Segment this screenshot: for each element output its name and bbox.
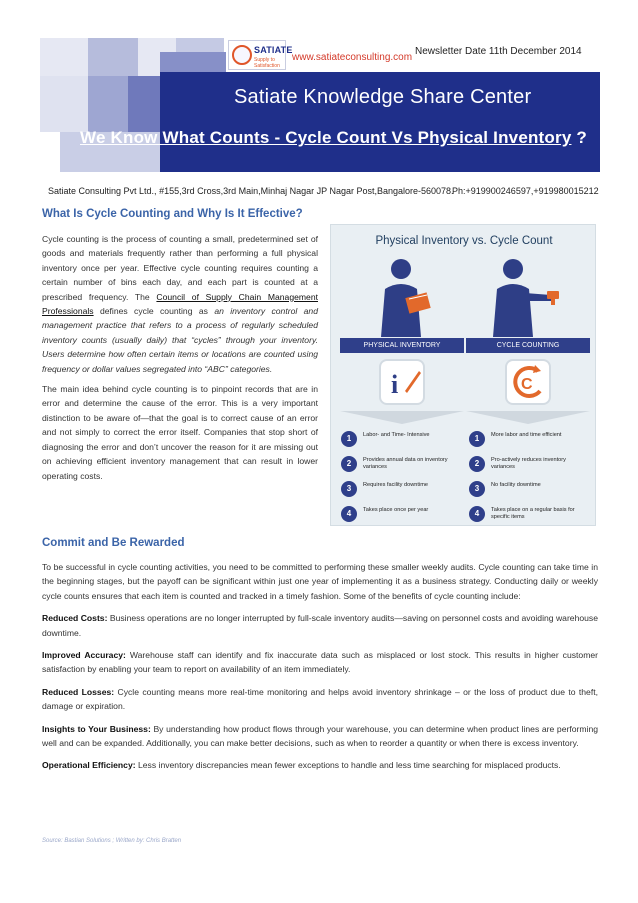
list-item: 1 More labor and time efficient xyxy=(469,430,593,452)
list-item: 4 Takes place once per year xyxy=(341,505,465,527)
company-phone: Ph:+919900246597,+919980015212 xyxy=(452,186,599,196)
section2-intro: To be successful in cycle counting activities, you need to be committed to performing these smaller weekly audits. Cycle counting can take time in the beginning stages, but the payoff can be significant within just one year of implementing it as a business strategy. Conducting daily or weekly cycle counts ensures that each item is counted and tracked in a timely fashion. Some of the benefits of cycle counting include: xyxy=(42,562,598,601)
benefit-insights: Insights to Your Business: By understanding how product flows through your warehouse, you can determine when product lines are performing well and can be expanded. Additionally, you can make better decisions, such as when to reorder a quantity or when there is excess inventory. xyxy=(42,723,599,749)
physical-inventory-list xyxy=(341,430,465,530)
list-item: 3 No facility downtime xyxy=(469,480,593,502)
person-reading-icon xyxy=(371,255,441,337)
cycle-counting-list xyxy=(469,430,593,530)
center-title: Satiate Knowledge Share Center xyxy=(234,86,532,108)
list-item: 3 Requires facility downtime xyxy=(341,480,465,502)
list-item: 2 Provides annual data on inventory variances xyxy=(341,455,465,477)
cycle-count-icon xyxy=(505,359,551,405)
section2-body xyxy=(42,560,598,781)
chevron-down-icon xyxy=(340,411,464,425)
list-item: 1 Labor- and Time- Intensive xyxy=(341,430,465,452)
section1-paragraph-2: The main idea behind cycle counting is to pinpoint records that are in error and determine the cause of the error. This is a very important distinction to be aware of—that the goal is to correct cause of an error and not simply to correct the error itself. Companies that stop short of diagnosing the error and don’t uncover the reason for it are missing out on achieving efficient inventory management that can result in lower operating costs. xyxy=(42,384,318,481)
newsletter-header xyxy=(0,0,638,215)
person-scanning-icon xyxy=(481,255,571,337)
benefit-improved-accuracy: Improved Accuracy: Warehouse staff can identify and fix inaccurate data such as misplaced or lost stock. This results in higher customer satisfaction by enabling your team to report on availability of an item immediately. xyxy=(42,650,598,675)
infographic-title: Physical Inventory vs. Cycle Count xyxy=(375,235,553,247)
section-title-what-is-cycle-counting: What Is Cycle Counting and Why Is It Effective? xyxy=(42,208,303,220)
newsletter-date: Newsletter Date 11th December 2014 xyxy=(415,46,582,57)
chevron-down-icon xyxy=(466,411,590,425)
benefit-operational-efficiency: Operational Efficiency: Less inventory discrepancies mean fewer exceptions to handle and less time searching for misplaced products. xyxy=(42,760,561,771)
logo-emblem-icon xyxy=(232,45,252,65)
section1-body xyxy=(42,232,318,489)
svg-text:i: i xyxy=(391,370,399,399)
inventory-info-icon xyxy=(379,359,425,405)
section1-paragraph-1: Cycle counting is the process of counting a small, predetermined set of goods and materials frequently rather than performing a full physical inventory once per year. Effective cycle counting requires counting a certain number of bins each day, and each part is counted at a prescribed frequency. The Council of Supply Chain Management Professionals defines cycle counting as an inventory control and management practice that refers to a process of regularly scheduled inventory counts (usually daily) that “cycles” through your inventory. Users determine how often certain items or locations are counted using frequency or dollar values segregated into “ABC” categories. xyxy=(42,234,318,374)
list-item: 2 Pro-actively reduces inventory variances xyxy=(469,455,593,477)
svg-text:C: C xyxy=(521,376,533,393)
physical-inventory-label: PHYSICAL INVENTORY xyxy=(340,338,464,353)
section-title-commit-rewarded: Commit and Be Rewarded xyxy=(42,537,185,549)
infographic-physical-vs-cycle xyxy=(330,224,596,526)
list-item: 4 Takes place on a regular basis for specific items xyxy=(469,505,593,527)
benefit-reduced-losses: Reduced Losses: Cycle counting means more real-time monitoring and helps avoid inventory shrinkage – or the loss of product due to theft, damage or expiration. xyxy=(42,686,598,712)
benefit-reduced-costs: Reduced Costs: Business operations are no longer interrupted by full-scale inventory audits—saving on personnel costs and avoiding warehouse downtime. xyxy=(42,613,598,638)
company-logo: SATIATE Supply to Satisfaction xyxy=(228,40,286,70)
cscmp-link[interactable]: Council of Supply Chain Management Professionals xyxy=(42,291,318,317)
source-credit: Source: Bastian Solutions ; Written by: Chris Bratten xyxy=(42,838,182,844)
headline: We Know What Counts - Cycle Count Vs Physical Inventory ? xyxy=(80,128,587,147)
website-link[interactable]: www.satiateconsulting.com xyxy=(292,52,413,63)
cycle-counting-label: CYCLE COUNTING xyxy=(466,338,590,353)
company-address: Satiate Consulting Pvt Ltd., #155,3rd Cross,3rd Main,Minhaj Nagar JP Nagar Post,Bangalore-560078. xyxy=(48,186,454,196)
